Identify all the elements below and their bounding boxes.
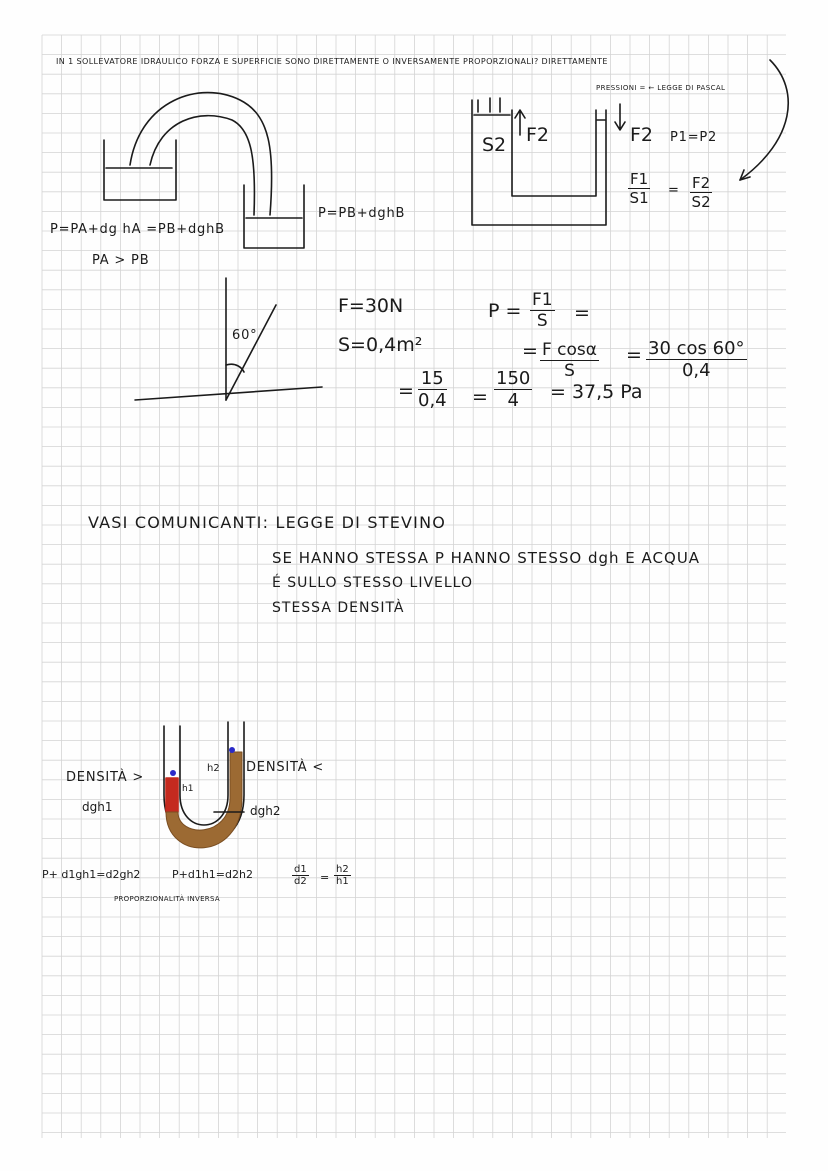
incline-r2-num: 150: [496, 368, 531, 389]
incline-r1-den: 0,4: [418, 390, 447, 411]
press-frac-left-den: S1: [629, 189, 649, 207]
bottom-eq2: P+d1h1=d2h2: [172, 868, 253, 881]
incline-value-den: 0,4: [681, 360, 711, 381]
incline-fcos-den: S: [564, 361, 575, 381]
bottom-frac-d-num: d1: [294, 864, 307, 875]
incline-r2-frac: [494, 368, 532, 411]
press-p-equal: P1=P2: [670, 130, 718, 145]
vasi-line1: SE HANNO STESSA P HANNO STESSO dgh E ACQUA: [272, 549, 701, 567]
siphon-tube: [130, 93, 272, 215]
utube-inner: [180, 722, 228, 825]
press-inner: [512, 110, 596, 196]
curved-arrow: [740, 60, 788, 180]
bottom-frac-h-num: h2: [336, 864, 349, 875]
utube-density-right: DENSITÀ <: [246, 760, 325, 775]
f2-arrow-up: [515, 110, 525, 135]
incline-value-frac: [646, 338, 747, 381]
press-s2-label: S2: [482, 134, 507, 156]
siphon-right-container: [244, 185, 304, 248]
incline-p-den: S: [536, 311, 548, 331]
vasi-line2: É SULLO STESSO LIVELLO: [272, 575, 473, 591]
utube-liquid-red: [166, 778, 178, 812]
incline-eq3: =: [472, 386, 488, 408]
press-frac-right-num: F2: [692, 174, 711, 192]
incline-p-eq: =: [574, 302, 590, 324]
incline-p-lhs: P =: [488, 300, 522, 322]
press-f2-right: F2: [630, 124, 654, 146]
utube-dgh1: dgh1: [82, 800, 113, 814]
incline-r2-den: 4: [507, 390, 519, 411]
press-frac-eq: =: [668, 183, 680, 198]
press-outline: [472, 100, 606, 225]
bottom-frac-d: [292, 864, 309, 887]
press-frac-right: [690, 174, 712, 211]
siphon-eq-right: P=PB+dghB: [318, 206, 406, 221]
bottom-frac-d-den: d2: [294, 876, 307, 887]
incline-r1-frac: [418, 368, 447, 411]
incline-force-line: [226, 305, 276, 400]
bottom-frac-h-den: h1: [336, 876, 349, 887]
vasi-title: VASI COMUNICANTI: LEGGE DI STEVINO: [88, 513, 447, 532]
incline-surface: S=0,4m²: [338, 334, 423, 356]
incline-force: F=30N: [338, 295, 404, 317]
utube-h1: h1: [182, 784, 194, 794]
incline-angle-label: 60°: [232, 328, 258, 343]
siphon-left-container: [104, 140, 176, 200]
press-frac-left-num: F1: [630, 170, 649, 188]
siphon-eq-left: P=PA+dg hA =PB+dghB: [50, 222, 225, 237]
incline-line2-eq: =: [522, 340, 538, 362]
bottom-eq: =: [320, 871, 330, 884]
bottom-frac-h: [334, 864, 351, 887]
incline-result: = 37,5 Pa: [550, 381, 643, 403]
utube-marker-right: [229, 747, 235, 753]
incline-line3-eq: =: [398, 380, 414, 402]
utube-h2: h2: [207, 763, 220, 774]
incline-fcos-num: F cosα: [542, 340, 597, 360]
incline-ground: [135, 387, 322, 400]
press-left-rods: [478, 98, 500, 112]
incline-p-frac: [530, 290, 555, 331]
incline-r1-num: 15: [418, 368, 447, 390]
incline-fcos-frac: [540, 340, 599, 381]
press-f2-arrow-label: F2: [526, 124, 550, 146]
utube-density-left: DENSITÀ >: [66, 770, 145, 785]
incline-eq2: =: [626, 344, 642, 366]
incline-value-num: 30 cos 60°: [648, 338, 745, 359]
pascal-note: PRESSIONI = ← LEGGE DI PASCAL: [596, 84, 726, 92]
press-frac-left: [628, 170, 650, 207]
incline-p-num: F1: [532, 290, 553, 310]
siphon-ineq: PA > PB: [92, 253, 150, 268]
utube-marker-left: [170, 770, 176, 776]
vasi-line3: STESSA DENSITÀ: [272, 600, 405, 616]
bottom-note: PROPORZIONALITÀ INVERSA: [114, 895, 220, 903]
bottom-eq1: P+ d1gh1=d2gh2: [42, 868, 141, 881]
f2-arrow-down: [615, 104, 625, 130]
utube-dgh2: dgh2: [250, 804, 281, 818]
press-frac-right-den: S2: [691, 193, 711, 211]
question-text: IN 1 SOLLEVATORE IDRAULICO FORZA E SUPERFICIE SONO DIRETTAMENTE O INVERSAMENTE PROPORZIONALI? DIRETTAMENTE: [56, 57, 608, 66]
